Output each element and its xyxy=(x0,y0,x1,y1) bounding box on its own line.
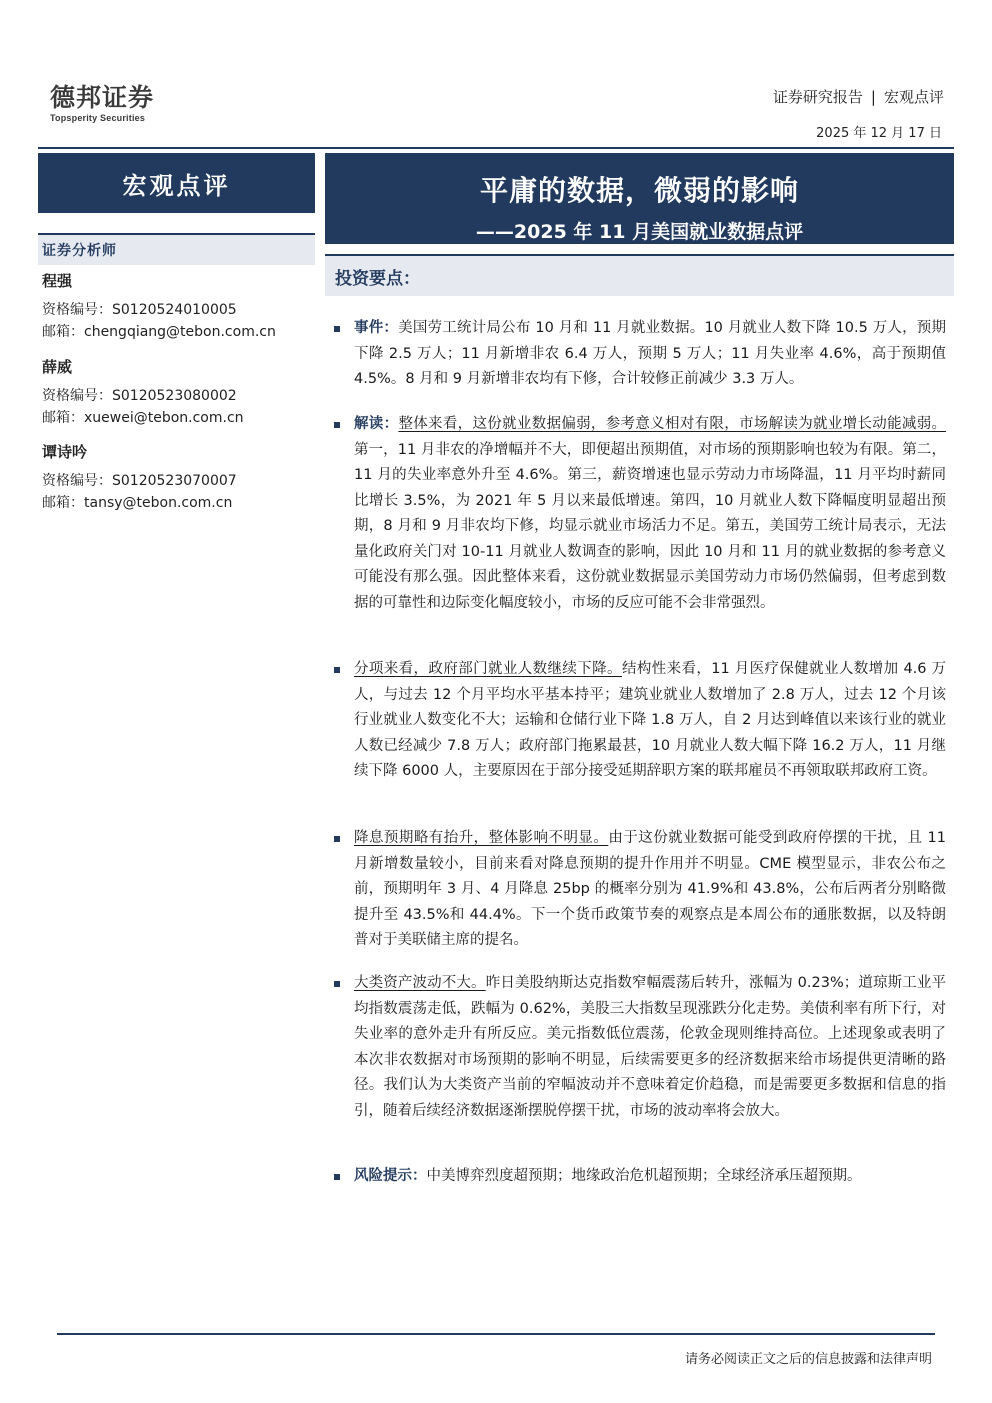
point-interpretation xyxy=(354,412,946,616)
point-lead: 解读： xyxy=(354,416,399,432)
point-body: 由于这份就业数据可能受到政府停摆的干扰，且 11 月新增数量较小，目前来看对降息预期的提升作用并不明显。CME 模型显示，非农公布之前，预期明年 3 月、4 月降息 25bp 的概率分别为 41.9%和 43.8%，公布后两者分别略微提升至 43.5%和 44.4%。下一个货币政策节奏的观察点是本周公布的通胀数据，以及特朗普对于美联储主席的提名。 xyxy=(354,830,947,948)
point-lead: 风险提示： xyxy=(354,1168,427,1184)
analyst-card xyxy=(42,356,244,429)
point-lead: 事件： xyxy=(354,320,399,336)
report-date: 2025 年 12 月 17 日 xyxy=(816,126,942,141)
header-divider xyxy=(38,147,954,149)
report-type-label xyxy=(773,86,944,107)
report-title-box xyxy=(325,153,954,244)
bullet-icon xyxy=(334,326,340,332)
analyst-license: 资格编号：S0120523070007 xyxy=(42,473,237,489)
report-subtitle: ——2025 年 11 月美国就业数据点评 xyxy=(475,221,804,243)
bullet-icon xyxy=(334,422,340,428)
company-logo xyxy=(50,84,154,123)
analyst-card xyxy=(42,270,276,343)
report-subtype: 宏观点评 xyxy=(883,88,944,106)
analyst-email[interactable]: 邮箱：chengqiang@tebon.com.cn xyxy=(42,324,276,340)
analyst-name: 薛威 xyxy=(42,358,73,376)
footer-divider xyxy=(57,1333,935,1335)
divider: | xyxy=(870,88,876,106)
point-rate-cut xyxy=(354,826,946,954)
analyst-heading: 证券分析师 xyxy=(42,243,117,259)
logo-english-name: Topsperity Securities xyxy=(50,113,146,123)
point-sectors xyxy=(354,657,946,785)
category-label: 宏观点评 xyxy=(122,171,231,200)
footer-disclaimer: 请务必阅读正文之后的信息披露和法律声明 xyxy=(684,1352,932,1367)
point-body: 中美博弈烈度超预期；地缘政治危机超预期；全球经济承压超预期。 xyxy=(426,1168,862,1184)
report-type: 证券研究报告 xyxy=(772,88,863,106)
point-body: 结构性来看，11 月医疗保健就业人数增加 4.6 万人，与过去 12 个月平均水平基本持平；建筑业就业人数增加了 2.8 万人，过去 12 个月该行业就业人数变化不大；运输和仓储行业下降 1.8 万人，自 2 月达到峰值以来该行业的就业人数已经减少 7.8 万人；政府部门拖累最甚，10 月就业人数大幅下降 16.2 万人，11 月继续下降 6000 人，主要原因在于部分接受延期辞职方案的联邦雇员不再领取联邦政府工资。 xyxy=(354,661,947,779)
analyst-name: 程强 xyxy=(42,272,73,290)
point-event xyxy=(354,316,946,393)
logo-chinese-name: 德邦证券 xyxy=(50,83,155,112)
analyst-card xyxy=(42,441,237,514)
report-title: 平庸的数据，微弱的影响 xyxy=(479,174,799,207)
point-highlight: 整体来看，这份就业数据偏弱，参考意义相对有限，市场解读为就业增长动能减弱。 xyxy=(398,416,947,432)
point-highlight: 降息预期略有抬升，整体影响不明显。 xyxy=(354,830,609,846)
point-assets xyxy=(354,971,946,1124)
bullet-icon xyxy=(334,836,340,842)
category-box xyxy=(38,153,315,213)
analyst-license: 资格编号：S0120524010005 xyxy=(42,302,237,318)
key-points-heading-bar xyxy=(325,254,954,296)
point-body: 第一，11 月非农的净增幅并不大，即便超出预期值，对市场的预期影响也较为有限。第二，11 月的失业率意外升至 4.6%。第三，薪资增速也显示劳动力市场降温，11 月平均时薪同比增长 3.5%，为 2021 年 5 月以来最低增速。第四，10 月就业人数下降幅度明显超出预期，8 月和 9 月非农均下修，均显示就业市场活力不足。第五，美国劳工统计局表示，无法量化政府关门对 10-11 月就业人数调查的影响，因此 10 月和 11 月的就业数据的参考意义可能没有那么强。因此整体来看，这份就业数据显示美国劳动力市场仍然偏弱，但考虑到数据的可靠性和边际变化幅度较小，市场的反应可能不会非常强烈。 xyxy=(354,441,946,611)
point-risk xyxy=(354,1164,946,1190)
point-highlight: 分项来看，政府部门就业人数继续下降。 xyxy=(354,661,622,677)
point-highlight: 大类资产波动不大。 xyxy=(354,975,486,991)
point-body: 美国劳工统计局公布 10 月和 11 月就业数据。10 月就业人数下降 10.5 万人，预期下降 2.5 万人；11 月新增非农 6.4 万人，预期 5 万人；11 月失业率 4.6%，高于预期值 4.5%。8 月和 9 月新增非农均有下修，合计较修正前减少 3.3 万人。 xyxy=(354,320,946,387)
bullet-icon xyxy=(334,1174,340,1180)
key-points-heading: 投资要点： xyxy=(335,268,420,289)
analyst-email[interactable]: 邮箱：tansy@tebon.com.cn xyxy=(42,495,233,511)
analyst-heading-bar xyxy=(38,233,315,265)
point-body: 昨日美股纳斯达克指数窄幅震荡后转升，涨幅为 0.23%；道琼斯工业平均指数震荡走低，跌幅为 0.62%，美股三大指数呈现涨跌分化走势。美债利率有所下行，对失业率的意外走升有所反应。美元指数低位震荡，伦敦金现则维持高位。上述现象或表明了本次非农数据对市场预期的影响不明显，后续需要更多的经济数据来给市场提供更清晰的路径。我们认为大类资产当前的窄幅波动并不意味着定价趋稳，而是需要更多数据和信息的指引，随着后续经济数据逐渐摆脱停摆干扰，市场的波动率将会放大。 xyxy=(354,975,947,1119)
bullet-icon xyxy=(334,981,340,987)
analyst-email[interactable]: 邮箱：xuewei@tebon.com.cn xyxy=(42,410,244,426)
bullet-icon xyxy=(334,667,340,673)
analyst-name: 谭诗吟 xyxy=(42,443,88,461)
analyst-license: 资格编号：S0120523080002 xyxy=(42,388,237,404)
